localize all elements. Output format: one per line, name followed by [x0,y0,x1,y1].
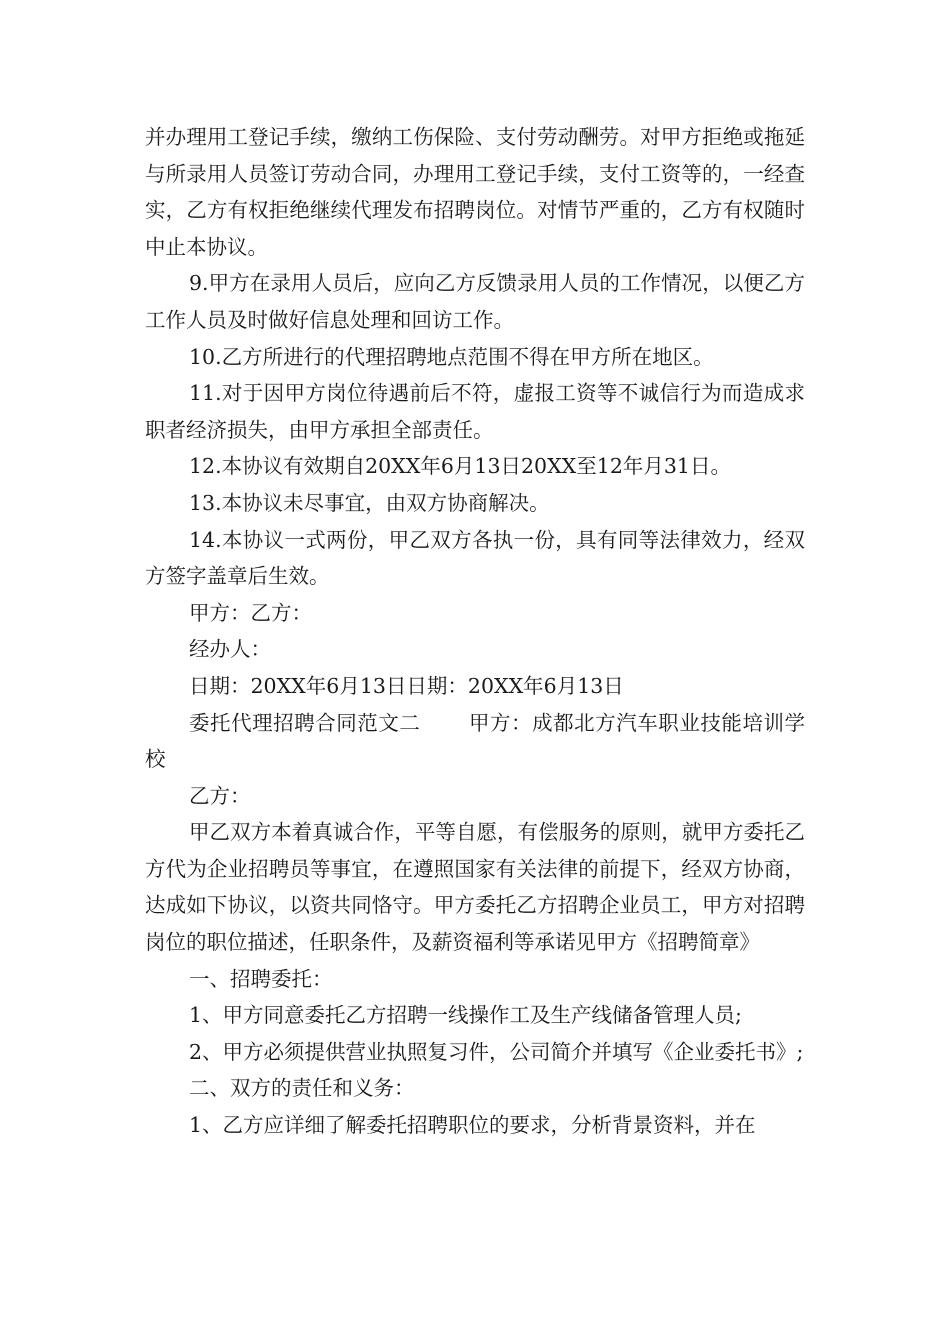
paragraph: 13.本协议未尽事宜，由双方协商解决。 [189,490,550,515]
paragraph: 1、乙方应详细了解委托招聘职位的要求，分析背景资料，并在 [189,1113,756,1138]
paragraph: 2、甲方必须提供营业执照复习件，公司简介并填写《企业委托书》; [189,1039,804,1064]
paragraph: 9.甲方在录用人员后，应向乙方反馈录用人员的工作情况，以便乙方工作人员及时做好信息处理和回访工作。 [145,271,805,332]
signature-dates: 日期：20XX年6月13日日期：20XX年6月13日 [189,673,624,698]
document-body [145,119,805,1144]
clause-heading: 一、招聘委托： [189,966,333,991]
clause-heading: 二、双方的责任和义务： [189,1076,415,1101]
signature-parties: 甲方：乙方： [189,600,312,625]
paragraph: 11.对于因甲方岗位待遇前后不符，虚报工资等不诚信行为而造成求职者经济损失，由甲方承担全部责任。 [145,381,805,442]
signature-agent: 经办人： [189,637,271,662]
paragraph: 甲乙双方本着真诚合作，平等自愿，有偿服务的原则，就甲方委托乙方代为企业招聘员等事宜，在遵照国家有关法律的前提下，经双方协商，达成如下协议，以资共同恪守。甲方委托乙方招聘企业员工，甲方对招聘岗位的职位描述，任职条件，及薪资福利等承诺见甲方《招聘简章》 [145,820,805,955]
paragraph: 12.本协议有效期自20XX年6月13日20XX至12年月31日。 [189,454,731,479]
section-two-heading-line [145,705,805,778]
section-two-party-a: 甲方：成都北方汽车职业技能培训学校 [145,710,806,772]
paragraph: 乙方： [189,783,251,808]
paragraph: 1、甲方同意委托乙方招聘一线操作工及生产线储备管理人员; [189,1003,742,1028]
paragraph: 14.本协议一式两份，甲乙双方各执一份，具有同等法律效力，经双方签字盖章后生效。 [145,527,805,589]
paragraph: 10.乙方所进行的代理招聘地点范围不得在甲方所在地区。 [189,344,714,369]
paragraph: 并办理用工登记手续，缴纳工伤保险、支付劳动酬劳。对甲方拒绝或拖延与所录用人员签订劳动合同，办理用工登记手续，支付工资等的，一经查实，乙方有权拒绝继续代理发布招聘岗位。对情节严重的，乙方有权随时中止本协议。 [145,125,805,259]
section-two-title: 委托代理招聘合同范文二 [189,710,421,735]
